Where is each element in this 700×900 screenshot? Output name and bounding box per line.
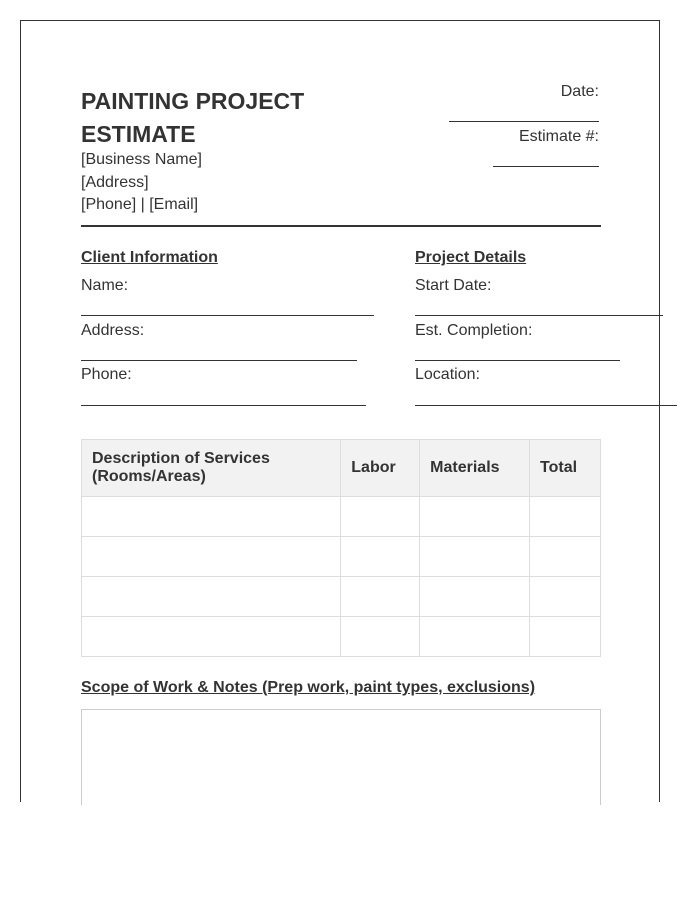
header-materials: Materials [420,440,530,497]
est-completion-label: Est. Completion: [415,322,533,339]
table-row [82,497,601,537]
client-name-label: Name: [81,277,129,294]
business-address: [Address] [81,174,149,191]
labor-cell[interactable] [341,537,420,577]
client-address-line[interactable] [81,360,357,361]
notes-heading: Scope of Work & Notes (Prep work, paint types, exclusions) [81,679,536,696]
total-cell[interactable] [530,537,601,577]
estimate-page [20,20,660,802]
table-row [82,537,601,577]
start-date-label: Start Date: [415,277,492,294]
header-labor: Labor [341,440,420,497]
labor-cell[interactable] [341,577,420,617]
estimate-number-line[interactable] [493,166,599,167]
labor-cell[interactable] [341,617,420,657]
description-cell[interactable] [82,577,341,617]
location-label: Location: [415,366,480,383]
client-name-line[interactable] [81,315,374,316]
description-cell[interactable] [82,537,341,577]
description-cell[interactable] [82,497,341,537]
header-total: Total [530,440,601,497]
total-cell[interactable] [530,617,601,657]
materials-cell[interactable] [420,537,530,577]
total-cell[interactable] [530,497,601,537]
total-cell[interactable] [530,577,601,617]
header-divider [81,225,601,227]
materials-cell[interactable] [420,577,530,617]
project-details-heading: Project Details [415,249,527,266]
client-phone-label: Phone: [81,366,132,383]
materials-cell[interactable] [420,497,530,537]
est-completion-line[interactable] [415,360,620,361]
business-contact: [Phone] | [Email] [81,196,199,213]
location-line[interactable] [415,405,677,406]
date-label: Date: [560,83,599,100]
client-phone-line[interactable] [81,405,366,406]
materials-cell[interactable] [420,617,530,657]
table-row [82,617,601,657]
business-name: [Business Name] [81,151,202,168]
description-cell[interactable] [82,617,341,657]
start-date-line[interactable] [415,315,663,316]
services-header-row [82,440,601,497]
date-line[interactable] [449,121,599,122]
table-row [82,577,601,617]
header-description: Description of Services (Rooms/Areas) [82,440,341,497]
client-address-label: Address: [81,322,145,339]
services-table [81,439,601,657]
client-info-heading: Client Information [81,249,218,266]
labor-cell[interactable] [341,497,420,537]
estimate-number-label: Estimate #: [518,128,599,145]
notes-textarea[interactable] [81,709,601,805]
document-title: PAINTING PROJECT ESTIMATE [81,88,305,147]
